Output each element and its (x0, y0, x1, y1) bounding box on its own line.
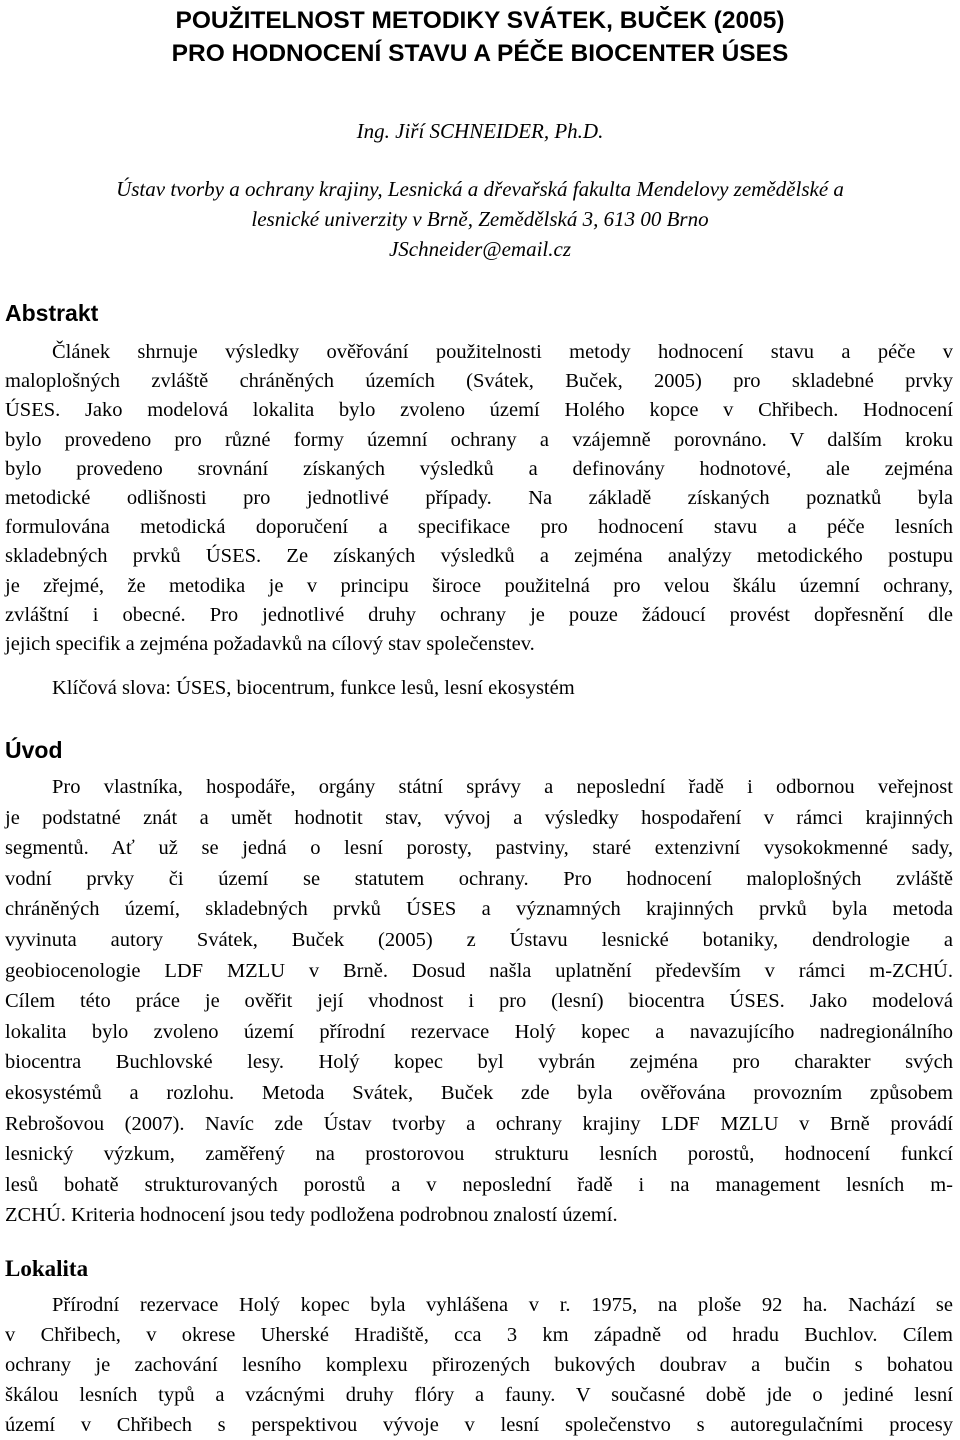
text-line: skladebných prvků ÚSES. Ze získaných výsledků a zejména analýzy metodického postupu (5, 545, 953, 568)
locality-paragraph (5, 1290, 953, 1440)
author-email: JSchneider@email.cz (388, 237, 571, 261)
title-line: POUŽITELNOST METODIKY SVÁTEK, BUČEK (2005) (175, 7, 785, 34)
text-line: lesů bohatě strukturovaných porostů a v neposlední řadě i na management lesních m- (5, 1173, 953, 1196)
text-line: bylo provedeno srovnání získaných výsledků a definovány hodnotové, ale zejména (5, 457, 953, 480)
abstract-heading: Abstrakt (5, 300, 99, 326)
text-line: Článek shrnuje výsledky ověřování použitelnosti metody hodnocení stavu a péče v (52, 341, 953, 363)
affiliation-line: lesnické univerzity v Brně, Zemědělská 3, 613 00 Brno (251, 207, 709, 231)
text-line: lokalita bylo zvoleno území přírodní rezervace Holý kopec a navazujícího nadregionálního (5, 1020, 953, 1043)
text-line: chráněných území, skladebných prvků ÚSES a významných krajinných prvků byla metoda (5, 898, 953, 921)
text-line: v Chřibech, v okrese Uherské Hradiště, cca 3 km západně od hradu Buchlov. Cílem (5, 1324, 953, 1346)
text-line: ZCHÚ. Kriteria hodnocení jsou tedy podložena podrobnou znalostí území. (5, 1204, 618, 1227)
text-line: je podstatné znát a umět hodnotit stav, vývoj a výsledky hospodaření v rámci krajinných (5, 806, 953, 829)
abstract-paragraph (5, 338, 953, 659)
author-name: Ing. Jiří SCHNEIDER, Ph.D. (356, 119, 604, 143)
text-line: formulována metodická doporučení a specifikace pro hodnocení stavu a péče lesních (5, 516, 953, 539)
text-line: zvláštní i obecné. Pro jednotlivé druhy ochrany je pouze žádoucí provést dopřesnění dle (5, 603, 953, 626)
text-line: maloplošných zvláště chráněných územích (Svátek, Buček, 2005) pro skladebné prvky (5, 370, 953, 393)
text-line: území v Chřibech s perspektivou vývoje v lesní společenstvo s autoregulačními procesy (5, 1414, 953, 1436)
intro-paragraph (5, 772, 953, 1231)
text-line: geobiocenologie LDF MZLU v Brně. Dosud našla uplatnění především v rámci m-ZCHÚ. (5, 959, 953, 982)
text-line: ÚSES. Jako modelová lokalita bylo zvoleno území Holého kopce v Chřibech. Hodnocení (5, 399, 953, 422)
affiliation-line: Ústav tvorby a ochrany krajiny, Lesnická a dřevařská fakulta Mendelovy zemědělské a (116, 177, 844, 201)
title-line: PRO HODNOCENÍ STAVU A PÉČE BIOCENTER ÚSES (171, 40, 789, 67)
text-line: vodní prvky či území se statutem ochrany. Pro hodnocení maloplošných zvláště (5, 867, 953, 890)
text-line: Cílem této práce je ověřit její vhodnost i pro (lesní) biocentra ÚSES. Jako modelová (5, 990, 953, 1013)
text-line: lesnický výzkum, zaměřený na prostorovou strukturu lesních porostů, hodnocení funkcí (5, 1143, 953, 1166)
text-line: škálou lesních typů a vzácnými druhy flóry a fauny. V současné době jde o jediné lesní (5, 1384, 953, 1406)
text-line: segmentů. Ať už se jedná o lesní porosty, pastviny, staré extenzivní vysokokmenné sady, (5, 837, 953, 860)
text-line: Pro vlastníka, hospodáře, orgány státní správy a neposlední řadě i odbornou veřejnost (52, 776, 953, 798)
text-line: vyvinuta autory Svátek, Buček (2005) z Ústavu lesnické botaniky, dendrologie a (5, 928, 953, 951)
paper-title (0, 4, 960, 70)
text-line: metodické odlišnosti pro jednotlivé případy. Na základě získaných poznatků byla (5, 487, 953, 510)
text-line: bylo provedeno pro různé formy územní ochrany a vzájemně porovnáno. V dalším kroku (5, 428, 953, 451)
text-line: biocentra Buchlovské lesy. Holý kopec byl vybrán zejména pro charakter svých (5, 1051, 953, 1074)
locality-heading: Lokalita (5, 1256, 89, 1281)
text-line: Přírodní rezervace Holý kopec byla vyhlášena v r. 1975, na ploše 92 ha. Nachází se (52, 1294, 953, 1316)
text-line: ochrany je zachování lesního komplexu přirozených bukových doubrav a bučin s bohatou (5, 1354, 953, 1376)
intro-heading: Úvod (5, 737, 63, 763)
keywords: Klíčová slova: ÚSES, biocentrum, funkce lesů, lesní ekosystém (52, 677, 575, 699)
text-line: je zřejmé, že metodika je v principu široce použitelná pro velou škálu územní ochrany, (5, 574, 953, 597)
text-line: Rebrošovou (2007). Navíc zde Ústav tvorby a ochrany krajiny LDF MZLU v Brně provádí (5, 1112, 953, 1135)
text-line: jejich specifik a zejména požadavků na cílový stav společenstev. (5, 633, 535, 656)
author-affiliation (0, 174, 960, 264)
text-line: ekosystémů a rozlohu. Metoda Svátek, Buček zde byla ověřována provozním způsobem (5, 1081, 953, 1104)
